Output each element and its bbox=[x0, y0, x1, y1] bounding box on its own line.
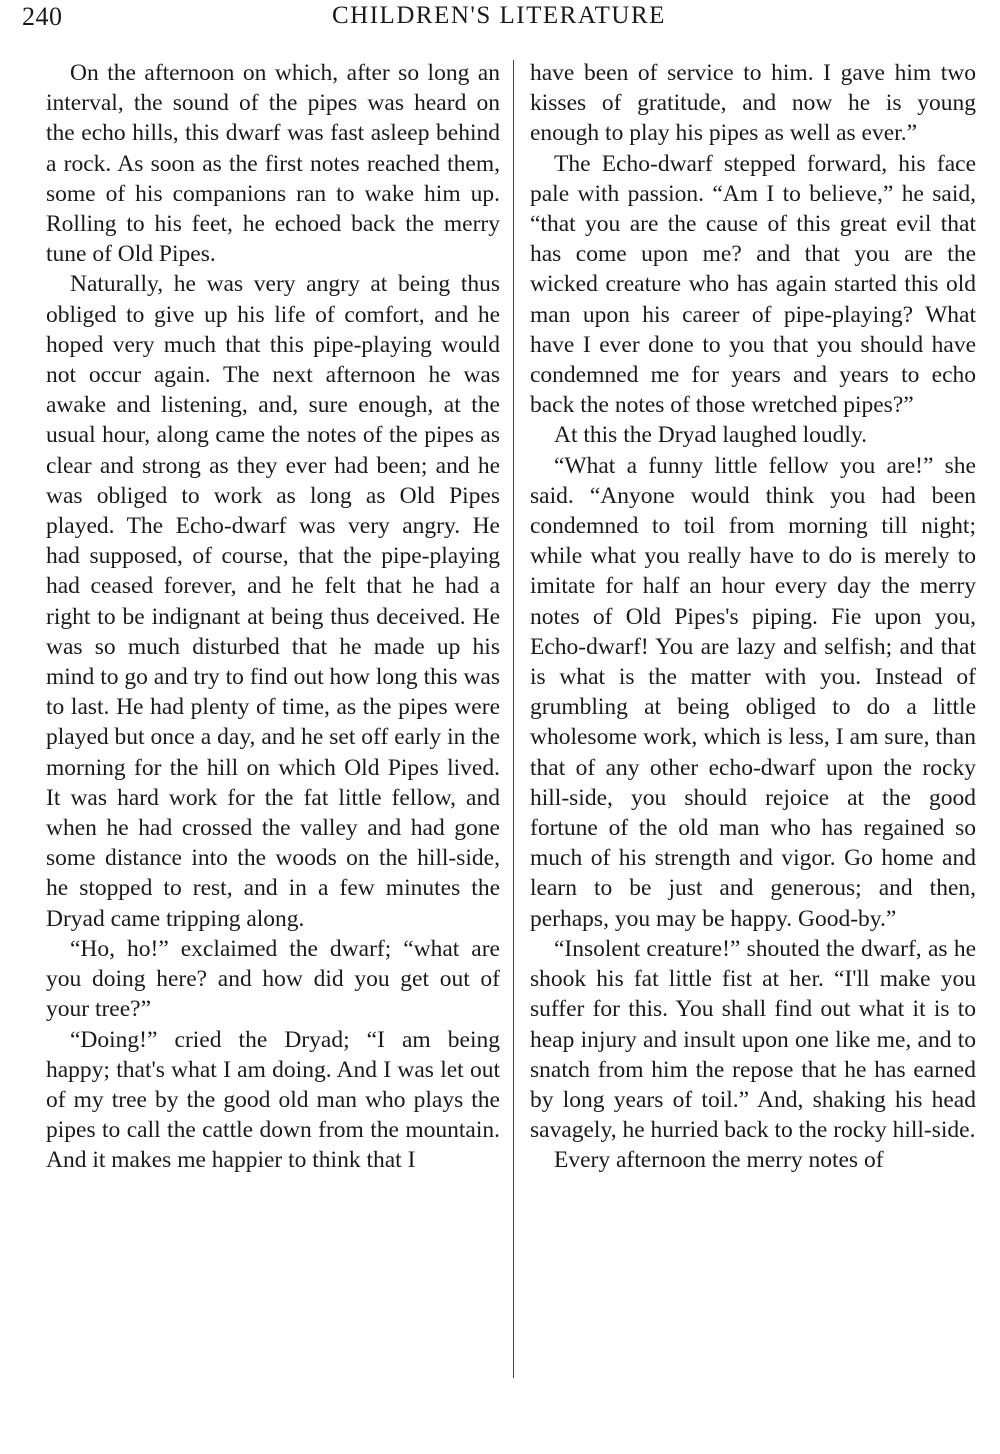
paragraph: On the afternoon on which, after so long an interval, the sound of the pipes was heard on the echo hills, this dwarf was fast asleep behind a rock. As soon as the first notes reached them, some of his companions ran to wake him up. Rolling to his feet, he echoed back the merry tune of Old Pipes. bbox=[46, 60, 500, 268]
column-divider bbox=[513, 60, 514, 1378]
paragraph-continued: have been of service to him. I gave him two kisses of gratitude, and now he is young enough to play his pipes as well as ever.” bbox=[530, 60, 976, 147]
paragraph: “Ho, ho!” exclaimed the dwarf; “what are you doing here? and how did you get out of your tree?” bbox=[46, 935, 500, 1023]
paragraph: Naturally, he was very angry at being thus obliged to give up his life of comfort, and he hoped very much that this pipe-playing would not occur again. The next afternoon he was awake and listening, and, sure enough, at the usual hour, along came the notes of the pipes as clear and strong as they ever had been; and he was obliged to work as long as Old Pipes played. The Echo-dwarf was very angry. He had supposed, of course, that the pipe-playing had ceased forever, and he felt that he had a right to be indignant at being thus deceived. He was so much disturbed that he made up his mind to go and try to find out how long this was to last. He had plenty of time, as the pipes were played but once a day, and he set off early in the morning for the hill on which Old Pipes lived. It was hard work for the fat little fellow, and when he had crossed the valley and had gone some distance into the woods on the hill-side, he stopped to rest, and in a few minutes the Dryad came tripping along. bbox=[46, 271, 500, 932]
paragraph: Every afternoon the merry notes of bbox=[554, 1147, 884, 1174]
paragraph: “What a funny little fellow you are!” she said. “Anyone would think you had been condemned to toil from morning till night; while what you really have to do is merely to imitate for half an hour every day the merry notes of Old Pipes's piping. Fie upon you, Echo-dwarf! You are lazy and selfish; and that is what is the matter with you. Instead of grumbling at being obliged to do a little wholesome work, which is less, I am sure, than that of any other echo-dwarf upon the rocky hill-side, you should rejoice at the good fortune of the old man who has regained so much of his strength and vigor. Go home and learn to be just and generous; and then, perhaps, you may be happy. Good-by.” bbox=[530, 452, 976, 932]
left-column bbox=[46, 58, 500, 1176]
running-title: CHILDREN'S LITERATURE bbox=[332, 2, 666, 29]
right-column bbox=[530, 58, 976, 1176]
paragraph: The Echo-dwarf stepped forward, his face pale with passion. “Am I to believe,” he said, “that you are the cause of this great evil that has come upon me? and that you are the wicked creature who has again started this old man upon his career of pipe-playing? What have I ever done to you that you should have condemned me for years and years to echo back the notes of those wretched pipes?” bbox=[530, 150, 976, 419]
page-header bbox=[22, 0, 978, 40]
paragraph: At this the Dryad laughed loudly. bbox=[554, 422, 868, 449]
paragraph: “Insolent creature!” shouted the dwarf, as he shook his fat little fist at her. “I'll make you suffer for this. You shall find out what it is to heap injury and insult upon one like me, and to snatch from him the repose that he has earned by long years of toil.” And, shaking his head savagely, he hurried back to the rocky hill-side. bbox=[530, 935, 976, 1144]
page-number: 240 bbox=[22, 2, 63, 31]
paragraph: “Doing!” cried the Dryad; “I am being happy; that's what I am doing. And I was let out of my tree by the good old man who plays the pipes to call the cattle down from the mountain. And it makes me happier to think that I bbox=[46, 1026, 500, 1174]
